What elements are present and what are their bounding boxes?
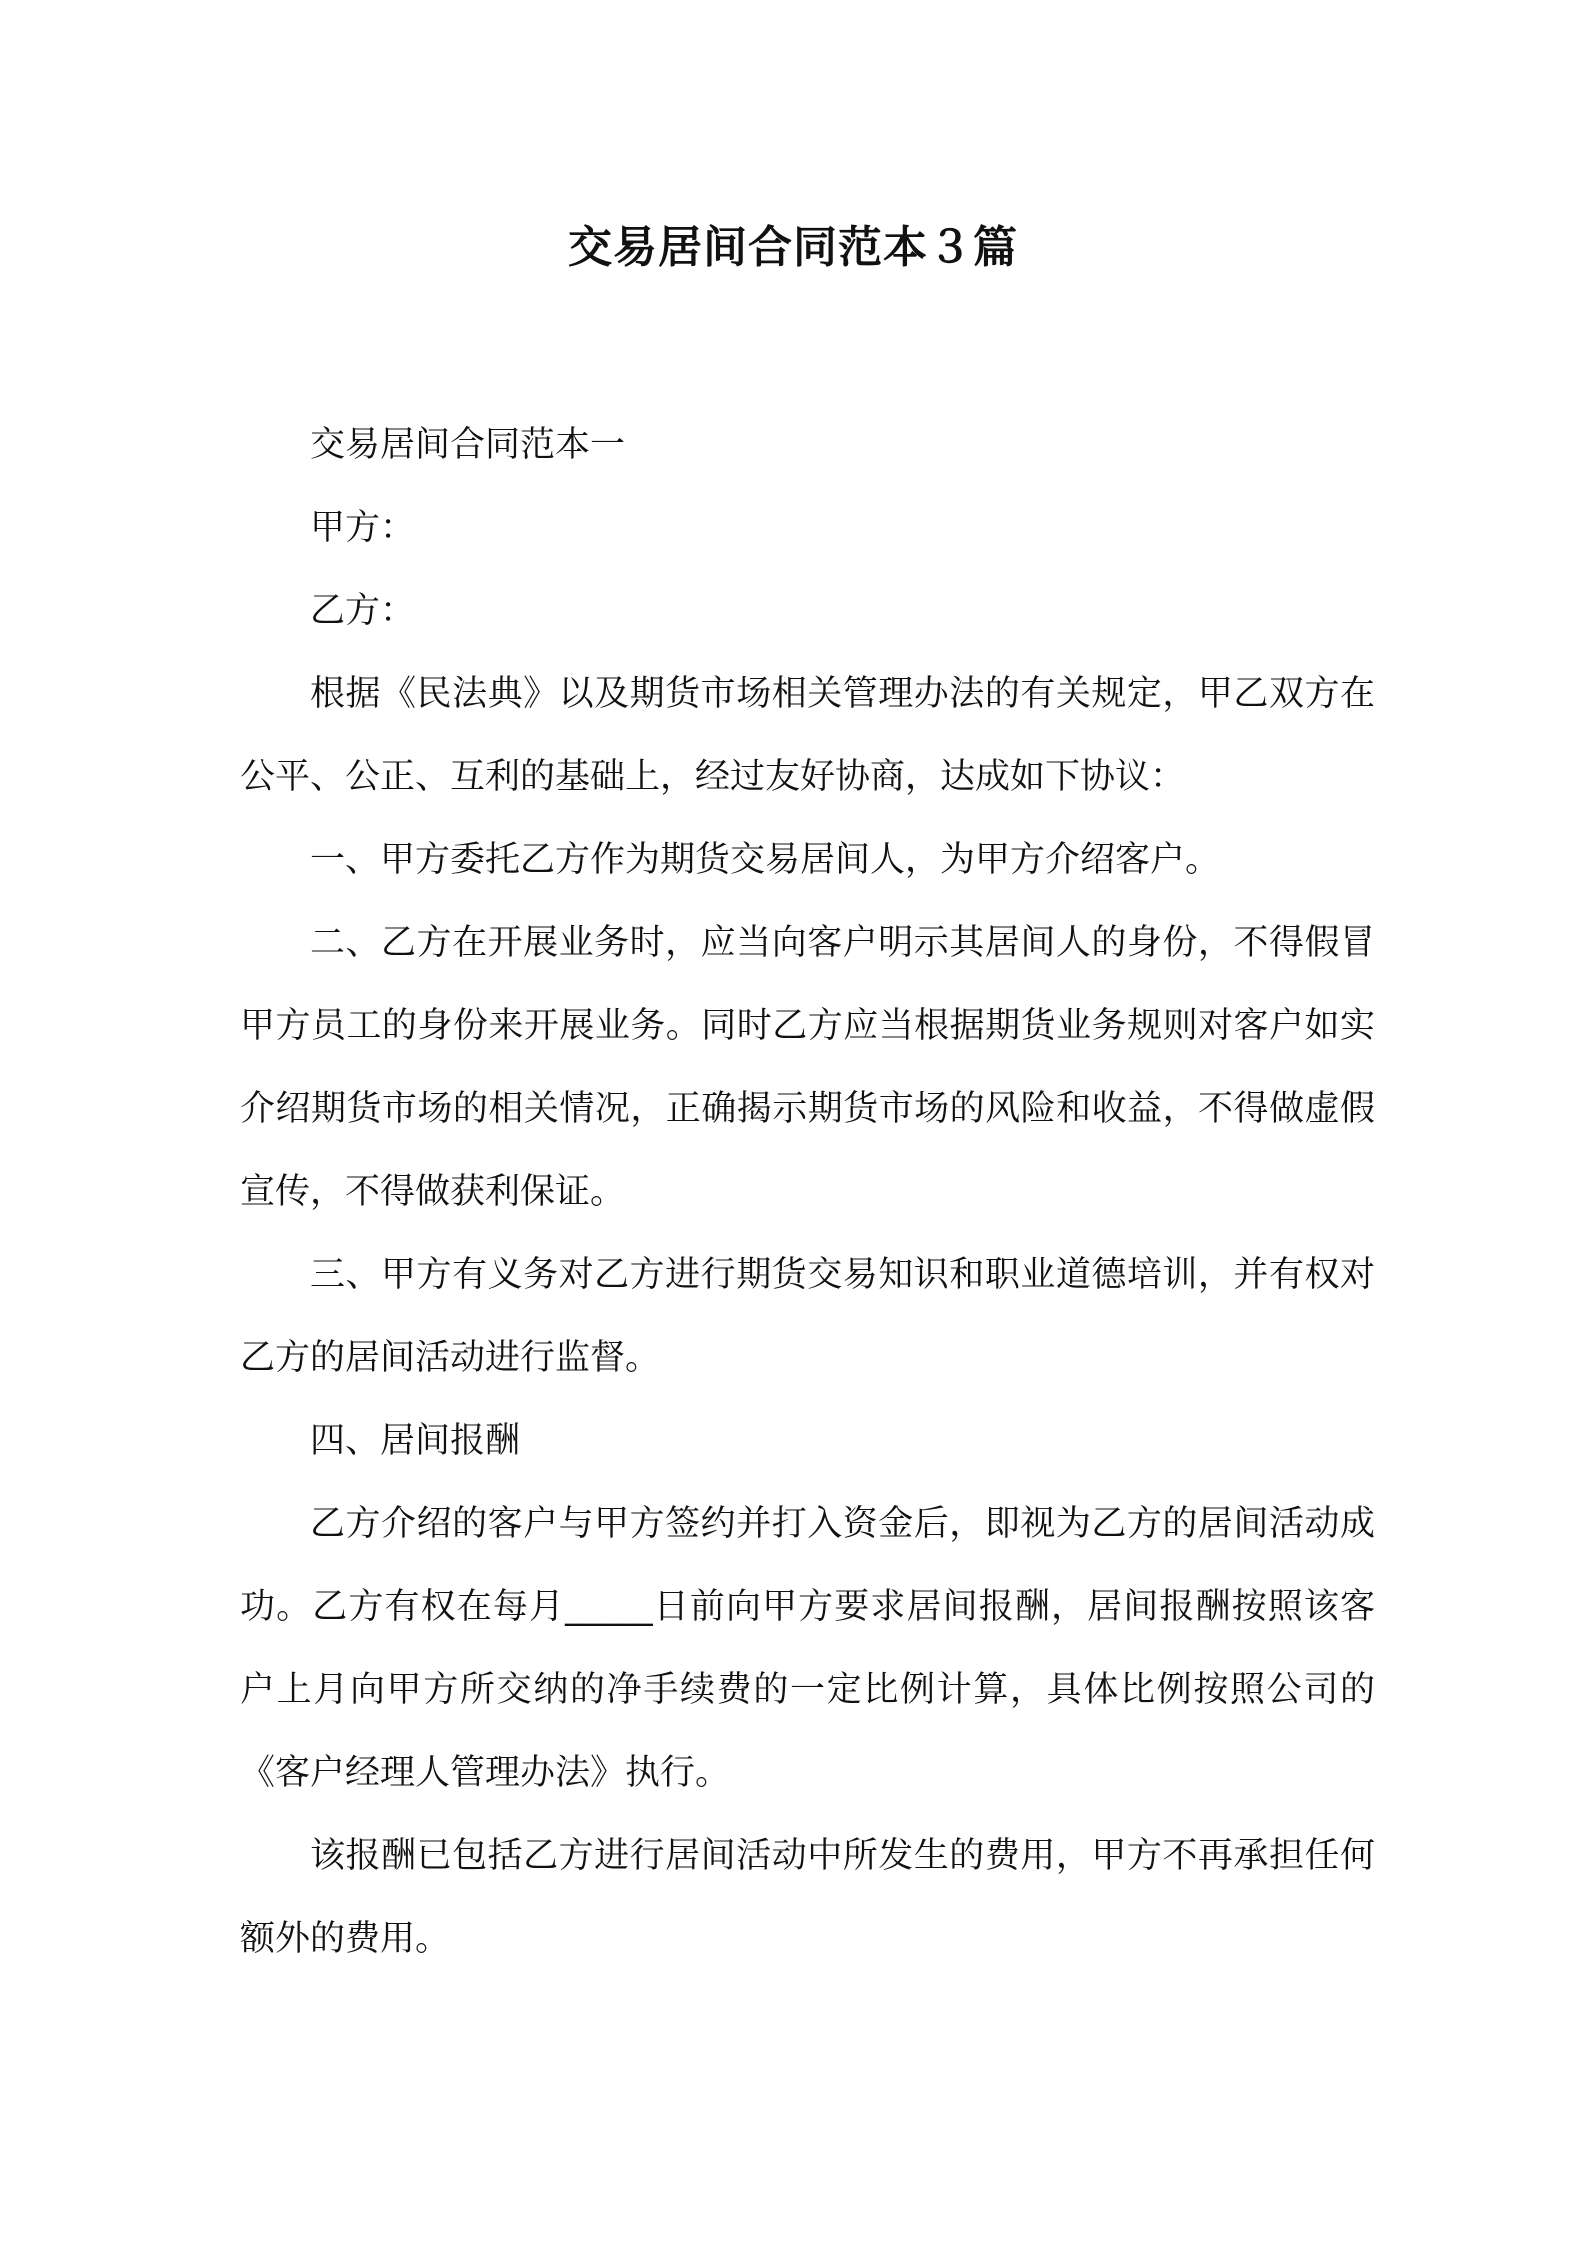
clause-4-expenses-paragraph: 该报酬已包括乙方进行居间活动中所发生的费用，甲方不再承担任何额外的费用。: [240, 1836, 1375, 1959]
document-title: 交易居间合同范本３篇: [568, 222, 1018, 273]
section-heading: 交易居间合同范本一: [310, 425, 626, 465]
clause-2: 二、乙方在开展业务时，应当向客户明示其居间人的身份，不得假冒甲方员工的身份来开展业务。同时乙方应当根据期货业务规则对客户如实介绍期货市场的相关情况，正确揭示期货市场的风险和收益，不得做虚假宣传，不得做获利保证。: [240, 923, 1375, 1212]
clause-4-paragraph: 乙方介绍的客户与甲方签约并打入资金后，即视为乙方的居间活动成功。乙方有权在每月_____日前向甲方要求居间报酬，居间报酬按照该客户上月向甲方所交纳的净手续费的一定比例计算，具体比例按照公司的《客户经理人管理办法》执行。: [240, 1504, 1375, 1793]
document-body: [240, 404, 1375, 1981]
clause-4-heading: 四、居间报酬: [310, 1421, 521, 1461]
preamble-paragraph: 根据《民法典》以及期货市场相关管理办法的有关规定，甲乙双方在公平、公正、互利的基础上，经过友好协商，达成如下协议：: [240, 674, 1375, 797]
clause-3: 三、甲方有义务对乙方进行期货交易知识和职业道德培训，并有权对乙方的居间活动进行监督。: [240, 1255, 1375, 1378]
party-b-line: 乙方：: [310, 591, 416, 631]
party-a-line: 甲方：: [310, 508, 416, 548]
clause-1: 一、甲方委托乙方作为期货交易居间人，为甲方介绍客户。: [310, 840, 1221, 880]
